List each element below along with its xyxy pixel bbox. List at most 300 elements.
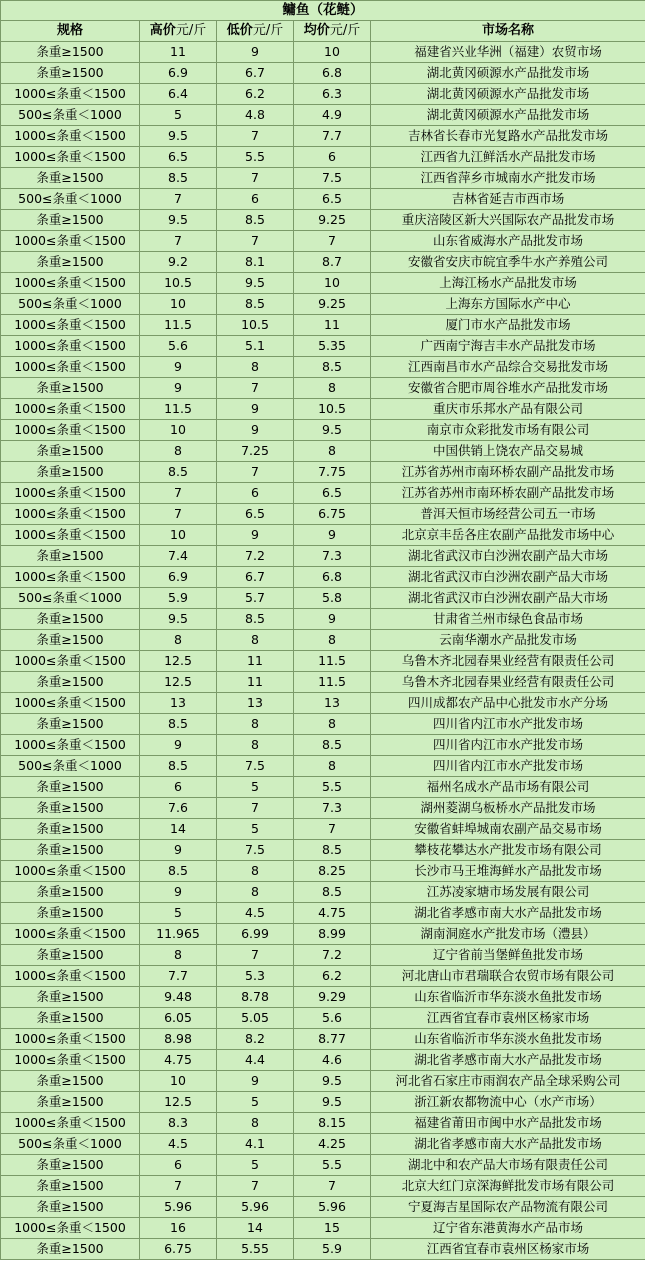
table-row <box>1 735 645 756</box>
table-row <box>1 294 645 315</box>
cell-spec: 500≤条重＜1000 <box>1 588 140 609</box>
cell-low-price: 5.7 <box>217 588 294 609</box>
cell-spec: 条重≥1500 <box>1 1155 140 1176</box>
cell-low-price: 8 <box>217 1113 294 1134</box>
header-row <box>1 21 645 42</box>
cell-avg-price: 5.5 <box>294 777 371 798</box>
cell-high-price: 5 <box>140 903 217 924</box>
cell-market: 湖北中和农产品大市场有限责任公司 <box>371 1155 645 1176</box>
cell-high-price: 7 <box>140 483 217 504</box>
table-row <box>1 1008 645 1029</box>
cell-market: 河北唐山市君瑞联合农贸市场有限公司 <box>371 966 645 987</box>
cell-high-price: 7.6 <box>140 798 217 819</box>
cell-high-price: 11.5 <box>140 315 217 336</box>
cell-low-price: 6 <box>217 483 294 504</box>
cell-high-price: 8 <box>140 441 217 462</box>
cell-high-price: 10 <box>140 420 217 441</box>
cell-high-price: 10 <box>140 1071 217 1092</box>
cell-market: 山东省威海水产品批发市场 <box>371 231 645 252</box>
cell-avg-price: 8.5 <box>294 735 371 756</box>
cell-market: 江西省宜春市袁州区杨家市场 <box>371 1008 645 1029</box>
cell-avg-price: 8.15 <box>294 1113 371 1134</box>
table-row <box>1 609 645 630</box>
cell-spec: 条重≥1500 <box>1 609 140 630</box>
cell-market: 江西省九江鲜活水产品批发市场 <box>371 147 645 168</box>
table-row <box>1 1050 645 1071</box>
cell-avg-price: 9.29 <box>294 987 371 1008</box>
cell-avg-price: 8.5 <box>294 840 371 861</box>
table-row <box>1 819 645 840</box>
cell-high-price: 5.96 <box>140 1197 217 1218</box>
cell-low-price: 6.99 <box>217 924 294 945</box>
cell-low-price: 11 <box>217 651 294 672</box>
cell-avg-price: 9.25 <box>294 294 371 315</box>
cell-avg-price: 7.3 <box>294 546 371 567</box>
cell-market: 宁夏海吉星国际农产品物流有限公司 <box>371 1197 645 1218</box>
cell-avg-price: 5.35 <box>294 336 371 357</box>
cell-spec: 条重≥1500 <box>1 630 140 651</box>
cell-avg-price: 8.5 <box>294 357 371 378</box>
price-table-body <box>1 1 645 1260</box>
cell-spec: 条重≥1500 <box>1 672 140 693</box>
header-low-unit: 元/斤 <box>252 23 284 38</box>
cell-market: 安徽省合肥市周谷堆水产品批发市场 <box>371 378 645 399</box>
cell-high-price: 8.5 <box>140 714 217 735</box>
cell-low-price: 8 <box>217 735 294 756</box>
cell-market: 山东省临沂市华东淡水鱼批发市场 <box>371 1029 645 1050</box>
header-avg <box>294 21 371 42</box>
cell-avg-price: 8 <box>294 378 371 399</box>
cell-low-price: 5.55 <box>217 1239 294 1260</box>
cell-market: 湖北省孝感市南大水产品批发市场 <box>371 903 645 924</box>
cell-spec: 1000≤条重＜1500 <box>1 861 140 882</box>
cell-high-price: 8 <box>140 945 217 966</box>
cell-spec: 条重≥1500 <box>1 441 140 462</box>
cell-avg-price: 9.5 <box>294 420 371 441</box>
cell-spec: 条重≥1500 <box>1 462 140 483</box>
cell-high-price: 4.75 <box>140 1050 217 1071</box>
cell-avg-price: 7.2 <box>294 945 371 966</box>
cell-spec: 条重≥1500 <box>1 63 140 84</box>
table-row <box>1 798 645 819</box>
cell-spec: 1000≤条重＜1500 <box>1 924 140 945</box>
cell-high-price: 6.9 <box>140 63 217 84</box>
table-row <box>1 1176 645 1197</box>
cell-spec: 条重≥1500 <box>1 252 140 273</box>
cell-low-price: 7.5 <box>217 840 294 861</box>
cell-low-price: 7 <box>217 945 294 966</box>
cell-low-price: 7 <box>217 462 294 483</box>
cell-high-price: 5.9 <box>140 588 217 609</box>
cell-high-price: 16 <box>140 1218 217 1239</box>
cell-spec: 1000≤条重＜1500 <box>1 1113 140 1134</box>
table-row <box>1 63 645 84</box>
table-row <box>1 126 645 147</box>
cell-low-price: 5 <box>217 819 294 840</box>
cell-high-price: 8 <box>140 630 217 651</box>
cell-market: 湖北黄冈硕源水产品批发市场 <box>371 105 645 126</box>
table-row <box>1 1134 645 1155</box>
table-row <box>1 840 645 861</box>
cell-spec: 条重≥1500 <box>1 882 140 903</box>
cell-avg-price: 5.6 <box>294 1008 371 1029</box>
table-row <box>1 903 645 924</box>
cell-market: 江西省宜春市袁州区杨家市场 <box>371 1239 645 1260</box>
table-row <box>1 105 645 126</box>
cell-spec: 条重≥1500 <box>1 798 140 819</box>
header-avg-label: 均价 <box>303 23 330 38</box>
table-row <box>1 861 645 882</box>
cell-avg-price: 5.5 <box>294 1155 371 1176</box>
table-row <box>1 1092 645 1113</box>
header-low-label: 低价 <box>226 23 253 38</box>
cell-low-price: 9.5 <box>217 273 294 294</box>
cell-high-price: 10 <box>140 294 217 315</box>
cell-low-price: 8 <box>217 882 294 903</box>
cell-avg-price: 8.99 <box>294 924 371 945</box>
cell-high-price: 6.5 <box>140 147 217 168</box>
cell-spec: 条重≥1500 <box>1 1071 140 1092</box>
cell-market: 长沙市马王堆海鲜水产品批发市场 <box>371 861 645 882</box>
table-row <box>1 189 645 210</box>
cell-market: 安徽省安庆市皖宜季牛水产养殖公司 <box>371 252 645 273</box>
table-row <box>1 231 645 252</box>
table-row <box>1 756 645 777</box>
cell-low-price: 6 <box>217 189 294 210</box>
header-high-unit: 元/斤 <box>175 23 207 38</box>
table-row <box>1 714 645 735</box>
cell-low-price: 8.1 <box>217 252 294 273</box>
cell-low-price: 9 <box>217 399 294 420</box>
cell-low-price: 8 <box>217 861 294 882</box>
table-row <box>1 315 645 336</box>
cell-spec: 条重≥1500 <box>1 1197 140 1218</box>
cell-low-price: 5 <box>217 1155 294 1176</box>
header-avg-unit: 元/斤 <box>329 23 361 38</box>
cell-spec: 1000≤条重＜1500 <box>1 525 140 546</box>
cell-low-price: 9 <box>217 42 294 63</box>
cell-market: 甘肃省兰州市绿色食品市场 <box>371 609 645 630</box>
cell-high-price: 9 <box>140 882 217 903</box>
cell-market: 南京市众彩批发市场有限公司 <box>371 420 645 441</box>
cell-low-price: 8.2 <box>217 1029 294 1050</box>
cell-market: 四川省内江市水产批发市场 <box>371 714 645 735</box>
cell-avg-price: 6.8 <box>294 63 371 84</box>
cell-market: 山东省临沂市华东淡水鱼批发市场 <box>371 987 645 1008</box>
cell-high-price: 7 <box>140 231 217 252</box>
cell-low-price: 4.1 <box>217 1134 294 1155</box>
header-high <box>140 21 217 42</box>
cell-low-price: 8.5 <box>217 210 294 231</box>
cell-high-price: 7 <box>140 189 217 210</box>
cell-avg-price: 6.75 <box>294 504 371 525</box>
cell-market: 中国供销上饶农产品交易城 <box>371 441 645 462</box>
cell-high-price: 8.98 <box>140 1029 217 1050</box>
table-row <box>1 441 645 462</box>
cell-avg-price: 11.5 <box>294 651 371 672</box>
table-row <box>1 462 645 483</box>
cell-market: 四川省内江市水产批发市场 <box>371 735 645 756</box>
cell-avg-price: 7.3 <box>294 798 371 819</box>
cell-high-price: 8.5 <box>140 861 217 882</box>
cell-avg-price: 4.75 <box>294 903 371 924</box>
cell-market: 江西省萍乡市城南水产批发市场 <box>371 168 645 189</box>
cell-high-price: 5 <box>140 105 217 126</box>
cell-low-price: 8.78 <box>217 987 294 1008</box>
cell-market: 湖北省孝感市南大水产品批发市场 <box>371 1050 645 1071</box>
table-row <box>1 651 645 672</box>
table-row <box>1 1071 645 1092</box>
cell-avg-price: 7.7 <box>294 126 371 147</box>
cell-market: 湖北省孝感市南大水产品批发市场 <box>371 1134 645 1155</box>
cell-avg-price: 8 <box>294 714 371 735</box>
cell-avg-price: 4.9 <box>294 105 371 126</box>
cell-low-price: 8.5 <box>217 609 294 630</box>
cell-avg-price: 9 <box>294 609 371 630</box>
table-row <box>1 420 645 441</box>
cell-low-price: 7 <box>217 126 294 147</box>
cell-high-price: 9 <box>140 357 217 378</box>
cell-market: 福州名成水产品市场有限公司 <box>371 777 645 798</box>
cell-avg-price: 13 <box>294 693 371 714</box>
title-row <box>1 1 645 21</box>
cell-low-price: 6.7 <box>217 567 294 588</box>
cell-low-price: 4.8 <box>217 105 294 126</box>
cell-avg-price: 4.25 <box>294 1134 371 1155</box>
cell-avg-price: 7 <box>294 231 371 252</box>
cell-spec: 1000≤条重＜1500 <box>1 483 140 504</box>
cell-high-price: 4.5 <box>140 1134 217 1155</box>
cell-market: 江苏省苏州市南环桥农副产品批发市场 <box>371 462 645 483</box>
cell-high-price: 11.5 <box>140 399 217 420</box>
cell-avg-price: 8.5 <box>294 882 371 903</box>
cell-high-price: 12.5 <box>140 672 217 693</box>
cell-spec: 条重≥1500 <box>1 42 140 63</box>
cell-avg-price: 6.8 <box>294 567 371 588</box>
cell-spec: 条重≥1500 <box>1 378 140 399</box>
cell-spec: 1000≤条重＜1500 <box>1 126 140 147</box>
cell-avg-price: 10 <box>294 42 371 63</box>
cell-high-price: 7.7 <box>140 966 217 987</box>
table-row <box>1 483 645 504</box>
cell-low-price: 7 <box>217 378 294 399</box>
table-row <box>1 1155 645 1176</box>
cell-market: 云南华潮水产品批发市场 <box>371 630 645 651</box>
cell-avg-price: 5.9 <box>294 1239 371 1260</box>
cell-high-price: 9 <box>140 840 217 861</box>
cell-spec: 条重≥1500 <box>1 819 140 840</box>
cell-spec: 条重≥1500 <box>1 840 140 861</box>
cell-low-price: 4.5 <box>217 903 294 924</box>
cell-spec: 1000≤条重＜1500 <box>1 315 140 336</box>
table-row <box>1 630 645 651</box>
cell-market: 攀枝花攀达水产批发市场有限公司 <box>371 840 645 861</box>
cell-high-price: 9.5 <box>140 609 217 630</box>
cell-high-price: 6 <box>140 777 217 798</box>
cell-low-price: 5.1 <box>217 336 294 357</box>
cell-high-price: 5.6 <box>140 336 217 357</box>
cell-avg-price: 7.75 <box>294 462 371 483</box>
cell-high-price: 9.48 <box>140 987 217 1008</box>
cell-spec: 条重≥1500 <box>1 168 140 189</box>
cell-spec: 500≤条重＜1000 <box>1 756 140 777</box>
cell-market: 重庆涪陵区新大兴国际农产品批发市场 <box>371 210 645 231</box>
table-row <box>1 882 645 903</box>
table-row <box>1 252 645 273</box>
cell-avg-price: 6.5 <box>294 483 371 504</box>
cell-low-price: 8 <box>217 714 294 735</box>
cell-market: 湖州菱湖乌板桥水产品批发市场 <box>371 798 645 819</box>
cell-low-price: 7.5 <box>217 756 294 777</box>
cell-high-price: 11.965 <box>140 924 217 945</box>
cell-spec: 条重≥1500 <box>1 546 140 567</box>
cell-high-price: 8.3 <box>140 1113 217 1134</box>
cell-spec: 条重≥1500 <box>1 903 140 924</box>
cell-market: 福建省莆田市闽中水产品批发市场 <box>371 1113 645 1134</box>
header-spec: 规格 <box>1 21 140 42</box>
cell-market: 湖北省武汉市白沙洲农副产品大市场 <box>371 567 645 588</box>
table-row <box>1 399 645 420</box>
cell-spec: 条重≥1500 <box>1 210 140 231</box>
cell-spec: 1000≤条重＜1500 <box>1 420 140 441</box>
cell-avg-price: 6 <box>294 147 371 168</box>
cell-avg-price: 11.5 <box>294 672 371 693</box>
table-row <box>1 567 645 588</box>
table-row <box>1 693 645 714</box>
cell-low-price: 5.96 <box>217 1197 294 1218</box>
table-row <box>1 924 645 945</box>
cell-high-price: 13 <box>140 693 217 714</box>
table-row <box>1 504 645 525</box>
table-row <box>1 525 645 546</box>
cell-market: 广西南宁海吉丰水产品批发市场 <box>371 336 645 357</box>
header-low <box>217 21 294 42</box>
cell-avg-price: 6.3 <box>294 84 371 105</box>
cell-market: 福建省兴业华洲（福建）农贸市场 <box>371 42 645 63</box>
cell-low-price: 6.5 <box>217 504 294 525</box>
table-row <box>1 1197 645 1218</box>
cell-market: 湖北省武汉市白沙洲农副产品大市场 <box>371 588 645 609</box>
cell-spec: 条重≥1500 <box>1 777 140 798</box>
cell-market: 江西南昌市水产品综合交易批发市场 <box>371 357 645 378</box>
cell-low-price: 5 <box>217 777 294 798</box>
cell-market: 湖北黄冈硕源水产品批发市场 <box>371 84 645 105</box>
cell-market: 上海江杨水产品批发市场 <box>371 273 645 294</box>
cell-spec: 500≤条重＜1000 <box>1 105 140 126</box>
cell-spec: 1000≤条重＜1500 <box>1 147 140 168</box>
cell-market: 辽宁省前当堡鲜鱼批发市场 <box>371 945 645 966</box>
table-row <box>1 966 645 987</box>
cell-market: 上海东方国际水产中心 <box>371 294 645 315</box>
table-row <box>1 777 645 798</box>
table-row <box>1 357 645 378</box>
cell-low-price: 5.5 <box>217 147 294 168</box>
cell-avg-price: 7.5 <box>294 168 371 189</box>
cell-high-price: 12.5 <box>140 1092 217 1113</box>
cell-low-price: 7 <box>217 1176 294 1197</box>
table-row <box>1 210 645 231</box>
cell-high-price: 7 <box>140 504 217 525</box>
table-row <box>1 1218 645 1239</box>
cell-spec: 500≤条重＜1000 <box>1 189 140 210</box>
cell-spec: 条重≥1500 <box>1 1176 140 1197</box>
cell-avg-price: 7 <box>294 819 371 840</box>
cell-avg-price: 5.8 <box>294 588 371 609</box>
cell-high-price: 6.4 <box>140 84 217 105</box>
table-row <box>1 378 645 399</box>
cell-high-price: 6 <box>140 1155 217 1176</box>
table-row <box>1 945 645 966</box>
cell-low-price: 13 <box>217 693 294 714</box>
cell-low-price: 9 <box>217 525 294 546</box>
cell-spec: 条重≥1500 <box>1 945 140 966</box>
table-title: 鳙鱼（花鲢） <box>1 1 645 21</box>
cell-market: 北京大红门京深海鲜批发市场有限公司 <box>371 1176 645 1197</box>
cell-avg-price: 4.6 <box>294 1050 371 1071</box>
cell-market: 湖北省武汉市白沙洲农副产品大市场 <box>371 546 645 567</box>
cell-high-price: 10 <box>140 525 217 546</box>
cell-spec: 500≤条重＜1000 <box>1 1134 140 1155</box>
cell-spec: 1000≤条重＜1500 <box>1 1050 140 1071</box>
cell-avg-price: 15 <box>294 1218 371 1239</box>
cell-low-price: 7 <box>217 231 294 252</box>
cell-avg-price: 9.5 <box>294 1092 371 1113</box>
cell-high-price: 12.5 <box>140 651 217 672</box>
cell-market: 河北省石家庄市雨润农产品全球采购公司 <box>371 1071 645 1092</box>
cell-high-price: 9.2 <box>140 252 217 273</box>
cell-market: 江苏省苏州市南环桥农副产品批发市场 <box>371 483 645 504</box>
cell-low-price: 9 <box>217 1071 294 1092</box>
cell-low-price: 5 <box>217 1092 294 1113</box>
cell-spec: 1000≤条重＜1500 <box>1 84 140 105</box>
cell-avg-price: 6.2 <box>294 966 371 987</box>
table-row <box>1 336 645 357</box>
cell-market: 普洱天恒市场经营公司五一市场 <box>371 504 645 525</box>
cell-low-price: 8.5 <box>217 294 294 315</box>
cell-high-price: 7.4 <box>140 546 217 567</box>
cell-market: 湖北黄冈硕源水产品批发市场 <box>371 63 645 84</box>
cell-spec: 条重≥1500 <box>1 1092 140 1113</box>
cell-spec: 1000≤条重＜1500 <box>1 1218 140 1239</box>
cell-spec: 条重≥1500 <box>1 987 140 1008</box>
cell-low-price: 8 <box>217 630 294 651</box>
table-row <box>1 273 645 294</box>
table-row <box>1 546 645 567</box>
cell-low-price: 11 <box>217 672 294 693</box>
cell-spec: 1000≤条重＜1500 <box>1 357 140 378</box>
cell-avg-price: 7 <box>294 1176 371 1197</box>
cell-low-price: 7.2 <box>217 546 294 567</box>
cell-avg-price: 10 <box>294 273 371 294</box>
cell-spec: 500≤条重＜1000 <box>1 294 140 315</box>
cell-spec: 1000≤条重＜1500 <box>1 651 140 672</box>
cell-spec: 条重≥1500 <box>1 714 140 735</box>
cell-market: 吉林省长春市光复路水产品批发市场 <box>371 126 645 147</box>
cell-high-price: 8.5 <box>140 756 217 777</box>
cell-spec: 1000≤条重＜1500 <box>1 504 140 525</box>
cell-market: 安徽省蚌埠城南农副产品交易市场 <box>371 819 645 840</box>
table-row <box>1 1029 645 1050</box>
cell-high-price: 11 <box>140 42 217 63</box>
cell-market: 浙江新农都物流中心（水产市场） <box>371 1092 645 1113</box>
cell-spec: 1000≤条重＜1500 <box>1 273 140 294</box>
cell-spec: 1000≤条重＜1500 <box>1 693 140 714</box>
cell-spec: 1000≤条重＜1500 <box>1 1029 140 1050</box>
cell-avg-price: 9 <box>294 525 371 546</box>
table-row <box>1 987 645 1008</box>
table-row <box>1 147 645 168</box>
cell-spec: 1000≤条重＜1500 <box>1 567 140 588</box>
